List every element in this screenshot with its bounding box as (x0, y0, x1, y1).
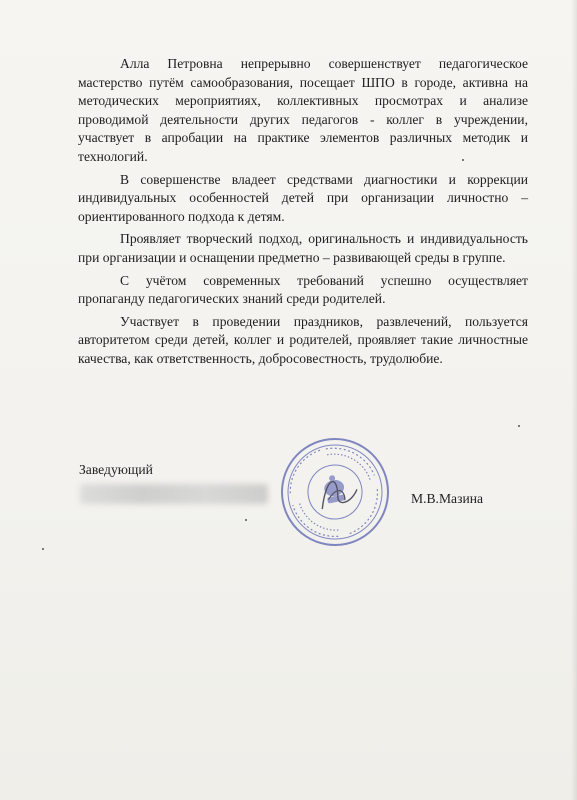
paragraph-1: Алла Петровна непрерывно совершенствует педагогическое мастерство путём самообразования, посещает ШПО в городе, активна на методических мероприятиях, коллективных просмотрах и анализе проводимой деятельности других педагогов - коллег в учреждении, участвует в апробации на практике элементов различных методик и технологий. (78, 56, 528, 164)
paragraph-2: В совершенстве владеет средствами диагностики и коррекции индивидуальных особенностей детей при организации личностно – ориентированного подхода к детям. (78, 171, 528, 224)
scan-speck (518, 425, 520, 427)
director-name: М.В.Мазина (411, 491, 484, 506)
document-body (78, 55, 528, 373)
scan-speck (245, 519, 247, 521)
scan-speck (42, 548, 44, 550)
scan-speck (462, 159, 464, 161)
official-stamp-icon (269, 426, 402, 559)
paragraph-3: Проявляет творческий подход, оригинальность и индивидуальность при организации и оснащении предметно – развивающей среды в группе. (78, 231, 528, 265)
paragraph-4: С учётом современных требований успешно осуществляет пропаганду педагогических знаний среди родителей. (78, 272, 528, 307)
redacted-field (80, 484, 268, 504)
signature-title: Заведующий (79, 462, 153, 477)
paragraph-5: Участвует в проведении праздников, развлечений, пользуется авторитетом среди детей, коллег и родителей, проявляет такие личностные качества, как ответственность, добросовестность, трудолюбие. (78, 313, 528, 366)
